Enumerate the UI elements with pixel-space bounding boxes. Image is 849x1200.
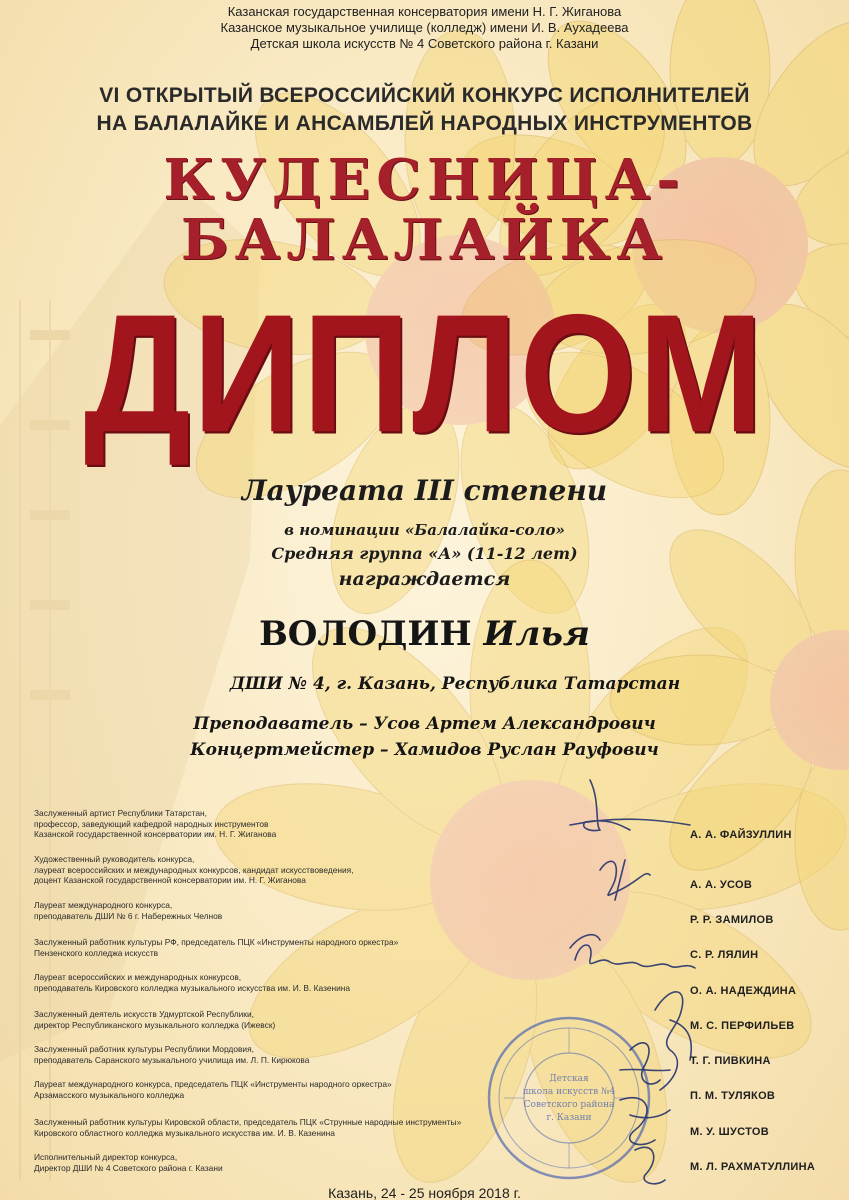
jury-text: Кировского областного колледжа музыкального искусства им. И. В. Казенина [34,1127,335,1138]
jury-description-4 [34,937,504,958]
staff-block [0,711,849,763]
recipient-first-name: Илья [483,614,590,654]
jury-name: Т. Г. ПИВКИНА [690,1055,771,1067]
organizers-block [0,4,849,52]
jury-text: Заслуженный артист Республики Татарстан, [34,808,207,818]
jury-name: М. У. ШУСТОВ [690,1126,769,1138]
jury-text: Заслуженный работник культуры Кировской области, председатель ПЦК «Струнные народные инструменты» [34,1117,462,1127]
jury-description-2 [34,854,504,886]
jury-name: А. А. ФАЙЗУЛЛИН [690,829,792,841]
contest-title [0,82,849,138]
contest-title-line: VI ОТКРЫТЫЙ ВСЕРОССИЙСКИЙ КОНКУРС ИСПОЛНИТЕЛЕЙ [99,84,750,107]
stamp-line: Советского района [523,1100,615,1110]
stamp-line: школа искусств №4 [522,1087,616,1097]
jury-text: преподаватель ДШИ № 6 г. Набережных Челнов [34,910,223,921]
jury-text: Казанской государственной консерватории им. Н. Г. Жиганова [34,829,277,839]
jury-description-10 [34,1152,504,1173]
jury-text: лауреат всероссийских и международных конкурсов, кандидат искусствоведения, [34,864,354,875]
contest-name [0,147,849,273]
jury-description-3 [34,900,504,921]
jury-text: Пензенского колледжа искусств [34,947,159,958]
jury-name: А. А. УСОВ [690,879,753,891]
jury-name: М. Л. РАХМАТУЛЛИНА [690,1161,816,1173]
jury-description-6 [34,1009,504,1030]
jury-text: Заслуженный работник культуры Республики Мордовия, [34,1044,254,1054]
jury-text: Художественный руководитель конкурса, [34,854,195,864]
jury-text: доцент Казанской государственной консерватории им. Н. Г. Жиганова [34,875,306,885]
jury-name: П. М. ТУЛЯКОВ [690,1090,776,1102]
age-group: Средняя группа «А» (11-12 лет) [271,544,578,563]
jury-text: Арзамасского музыкального колледжа [34,1089,185,1100]
jury-text: Заслуженный работник культуры РФ, председатель ПЦК «Инструменты народного оркестра» [34,937,399,947]
jury-name: Р. Р. ЗАМИЛОВ [690,914,774,926]
signature-4 [655,992,691,1090]
place-date: Казань, 24 - 25 ноября 2018 г. [328,1185,521,1200]
signature-2 [600,860,650,900]
jury-text: директор Республиканского музыкального колледжа (Ижевск) [34,1019,276,1030]
jury-name: О. А. НАДЕЖДИНА [690,985,797,997]
diploma-title: ДИПЛОМ [83,278,766,468]
jury-text: преподаватель Кировского колледжа музыкального искусства им. И. В. Казенина [34,982,351,993]
stamp-line: г. Казани [546,1113,592,1123]
awarded-label: награждается [338,568,511,590]
organizer-line: Казанское музыкальное училище (колледж) имени И. В. Аухадеева [220,20,629,35]
contest-name-line: БАЛАЛАЙКА [180,207,669,273]
award-degree: Лауреата III степени [241,474,608,507]
jury-text: преподаватель Саранского музыкального училища им. Л. П. Кирюкова [34,1054,310,1065]
organizer-line: Детская школа искусств № 4 Советского района г. Казани [250,36,599,51]
jury-text: Директор ДШИ № 4 Советского района г. Казани [34,1162,223,1173]
signature-5 [620,1043,670,1084]
contest-name-line: КУДЕСНИЦА- [163,147,686,213]
jury-description-7 [34,1044,504,1065]
jury-text: Заслуженный деятель искусств Удмуртской Республики, [34,1009,254,1019]
nomination: в номинации «Балалайка-соло» [284,521,565,539]
jury-description-9 [34,1117,504,1138]
jury-text: профессор, заведующий кафедрой народных инструментов [34,818,269,829]
jury-description-8 [34,1079,504,1100]
signature-1 [570,780,690,831]
jury-text: Исполнительный директор конкурса, [34,1152,178,1162]
jury-description-1 [34,808,504,840]
jury-name: М. С. ПЕРФИЛЬЕВ [690,1020,795,1032]
signature-3 [570,935,695,968]
jury-text: Лауреат международного конкурса, [34,900,173,910]
jury-description-5 [34,972,504,993]
teacher-line: Преподаватель – Усов Артем Александрович [193,714,656,734]
stamp-line: Детская [549,1074,589,1084]
recipient-surname: ВОЛОДИН [259,614,472,654]
jury-text: Лауреат всероссийских и международных конкурсов, [34,972,242,982]
signature-6 [620,1098,670,1145]
accompanist-line: Концертмейстер – Хамидов Руслан Рауфович [190,740,659,760]
jury-text: Лауреат международного конкурса, председатель ПЦК «Инструменты народного оркестра» [34,1079,392,1089]
jury-name: С. Р. ЛЯЛИН [690,949,759,961]
signature-7 [635,1147,665,1184]
organizer-line: Казанская государственная консерватория имени Н. Г. Жиганова [227,4,622,19]
recipient-name [0,614,849,654]
contest-title-line: НА БАЛАЛАЙКЕ И АНСАМБЛЕЙ НАРОДНЫХ ИНСТРУМЕНТОВ [96,112,753,135]
recipient-school: ДШИ № 4, г. Казань, Республика Татарстан [229,674,681,694]
